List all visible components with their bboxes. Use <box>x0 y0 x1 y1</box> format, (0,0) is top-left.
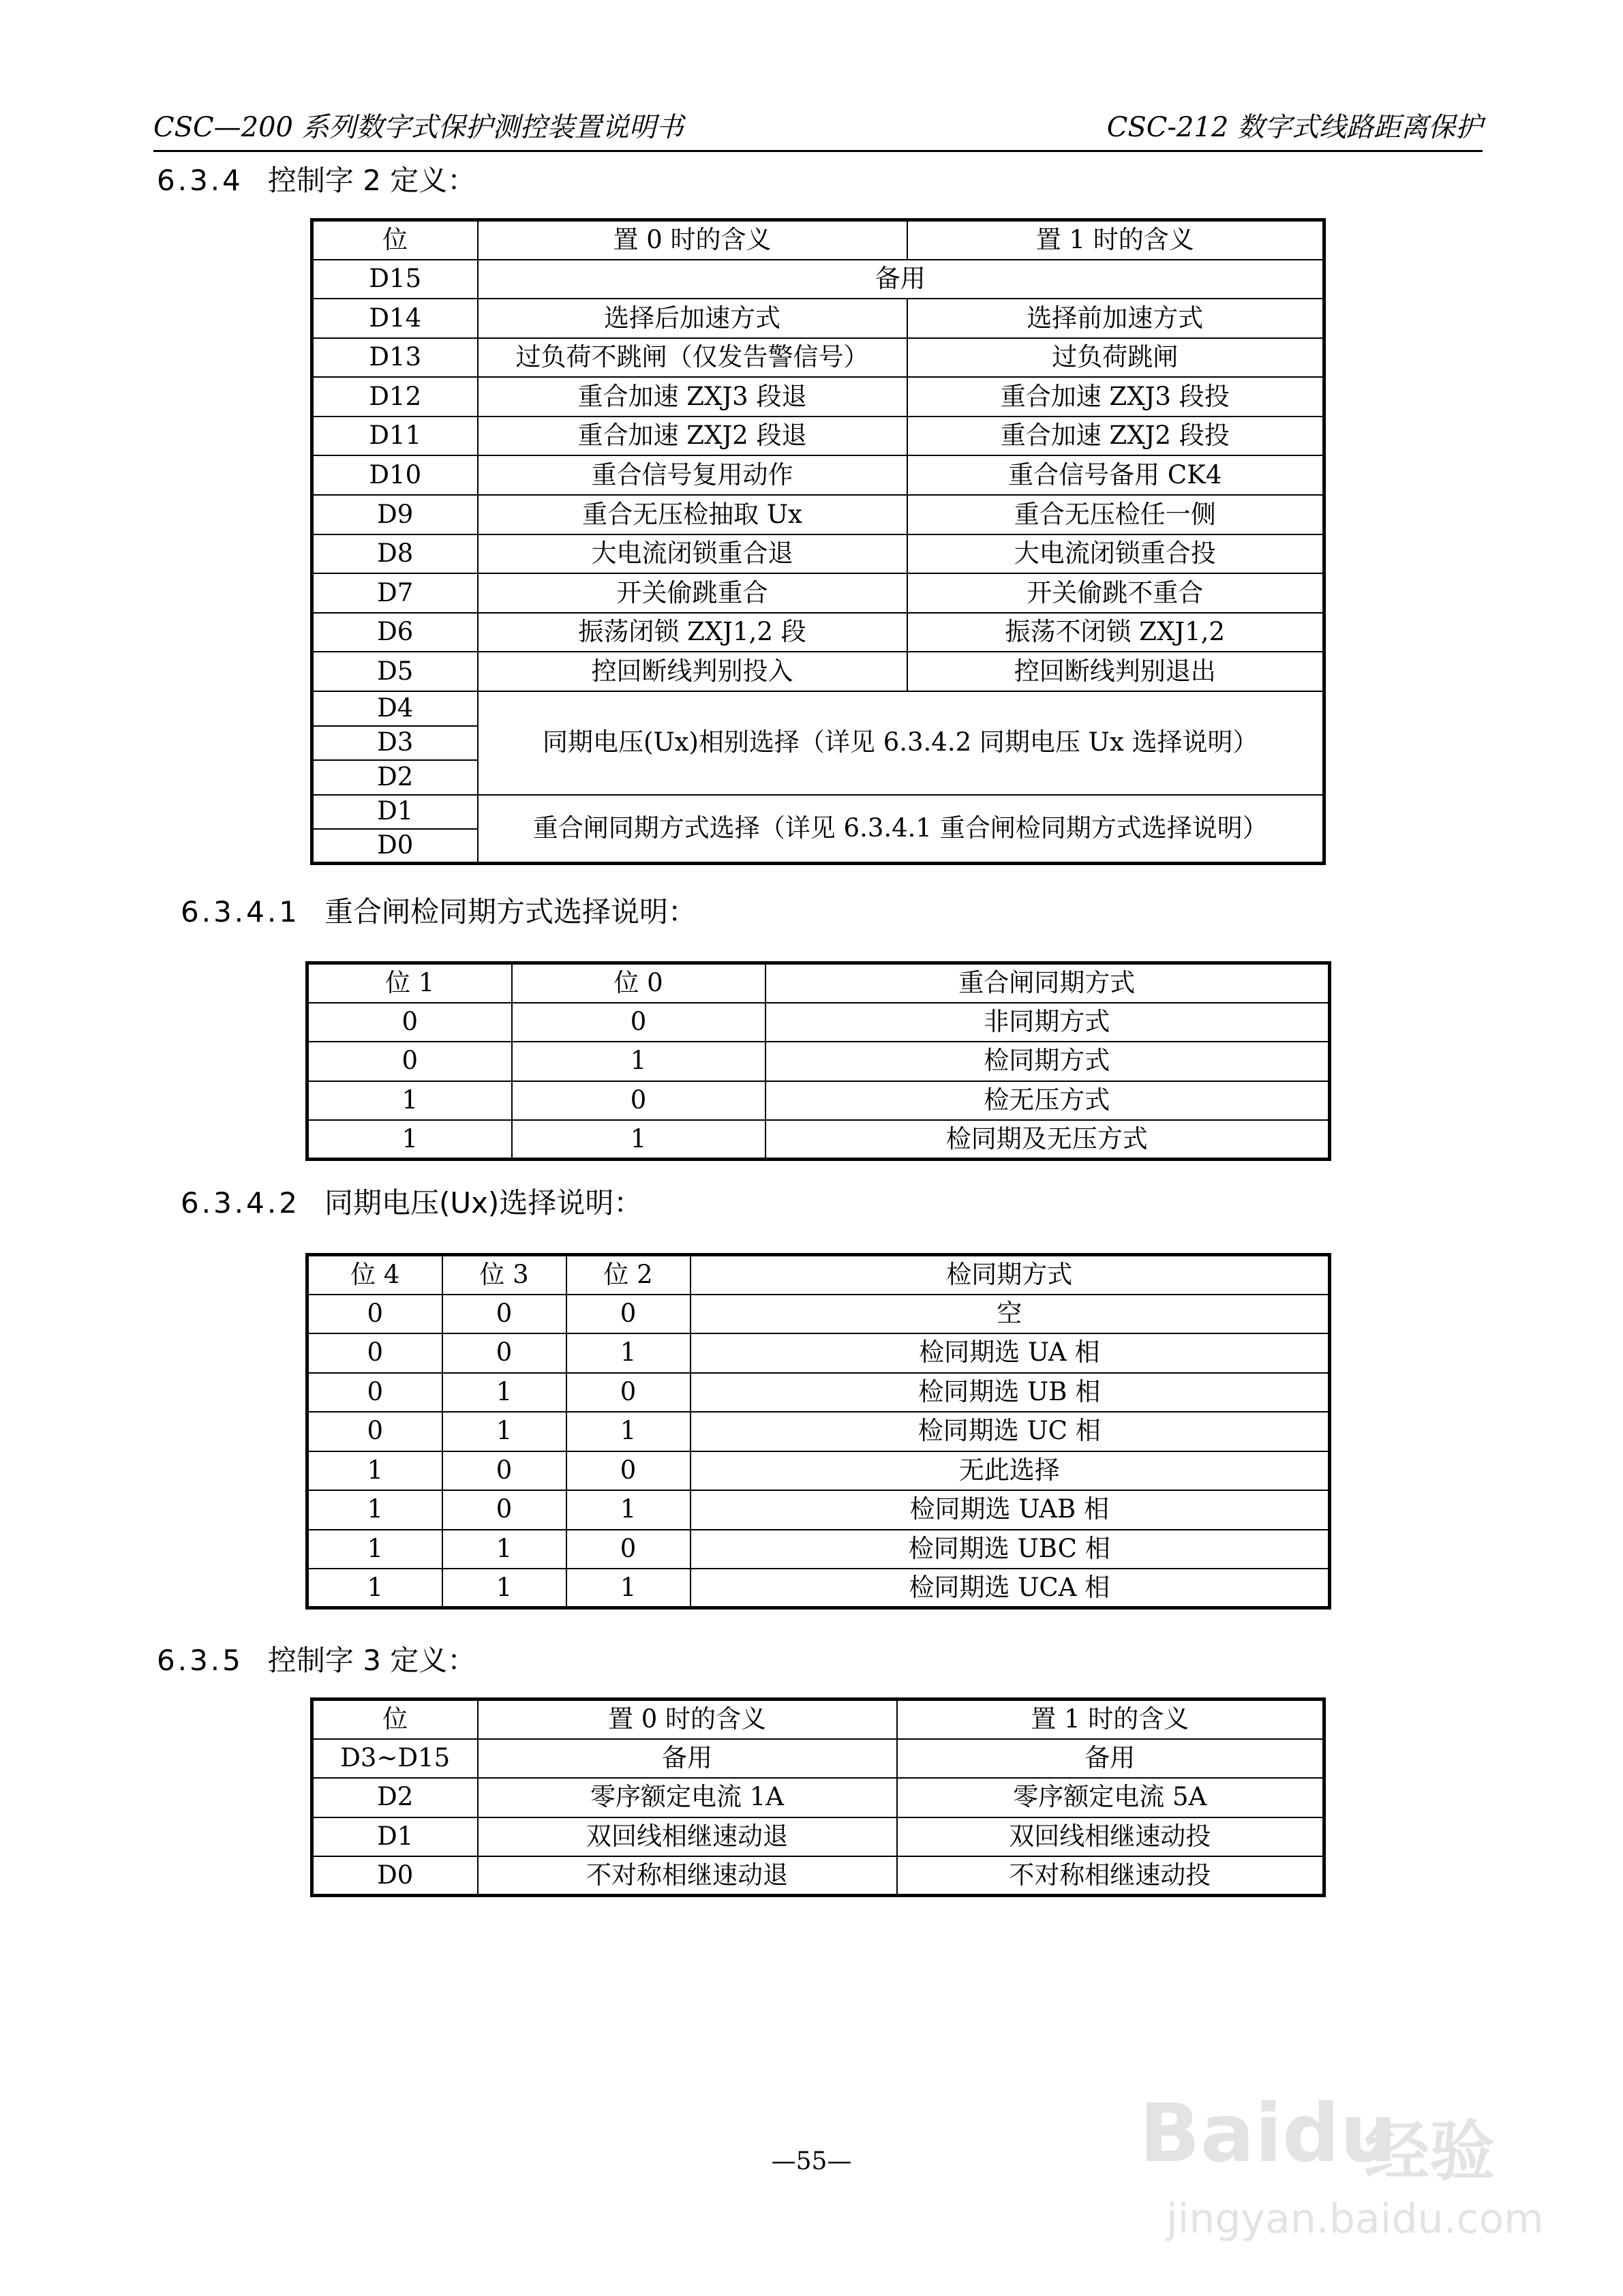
section-heading-6-3-4-2 <box>181 1181 642 1222</box>
bit-cell: D2 <box>312 760 478 795</box>
zero-meaning-cell: 过负荷不跳闸（仅发告警信号） <box>478 338 907 378</box>
column-header-check-sync-mode: 检同期方式 <box>691 1255 1330 1295</box>
table-cell: 检同期选 UCA 相 <box>691 1569 1330 1608</box>
column-header-bit0: 位 0 <box>512 963 765 1003</box>
table-row <box>307 1333 1330 1373</box>
table-cell: 1 <box>566 1412 691 1451</box>
table-cell: 0 <box>512 1003 765 1042</box>
column-header-sync-mode: 重合闸同期方式 <box>765 963 1330 1003</box>
table-row <box>307 1042 1330 1081</box>
zero-meaning-cell: 重合加速 ZXJ3 段退 <box>478 377 907 417</box>
table-cell: 1 <box>307 1530 442 1569</box>
zero-meaning-cell: 振荡闭锁 ZXJ1,2 段 <box>478 613 907 652</box>
table-row <box>312 377 1324 417</box>
section-title: 重合闸检同期方式选择说明： <box>324 895 697 928</box>
baidu-jingyan-watermark <box>1139 2086 1544 2250</box>
bit-cell: D7 <box>312 573 478 613</box>
table-row <box>307 1081 1330 1121</box>
table-cell: 1 <box>442 1373 566 1413</box>
table-cell: D0 <box>312 1856 478 1896</box>
page-number: —55— <box>771 2147 852 2175</box>
table-row <box>312 417 1324 456</box>
table-cell: 双回线相继速动退 <box>478 1817 897 1857</box>
merged-meaning-cell: 备用 <box>478 260 1324 299</box>
table-row <box>307 1530 1330 1569</box>
header-left-title: CSC—200 系列数字式保护测控装置说明书 <box>153 112 684 143</box>
table-cell: 检同期方式 <box>765 1042 1330 1081</box>
section-heading-6-3-4 <box>157 158 476 199</box>
control-word-3-table <box>310 1697 1326 1897</box>
table-cell: 1 <box>307 1081 512 1121</box>
table-cell: 0 <box>442 1451 566 1491</box>
table-cell: 1 <box>566 1569 691 1608</box>
one-meaning-cell: 大电流闭锁重合投 <box>907 534 1324 574</box>
column-header-bit4: 位 4 <box>307 1255 442 1295</box>
one-meaning-cell: 振荡不闭锁 ZXJ1,2 <box>907 613 1324 652</box>
bit-cell: D3 <box>312 726 478 761</box>
section-title: 控制字 2 定义： <box>267 164 476 197</box>
bit-cell: D15 <box>312 260 478 299</box>
table-cell: 0 <box>566 1451 691 1491</box>
table-cell: 0 <box>512 1081 765 1121</box>
column-header-zero: 置 0 时的含义 <box>478 220 907 260</box>
zero-meaning-cell: 开关偷跳重合 <box>478 573 907 613</box>
column-header-bit1: 位 1 <box>307 963 512 1003</box>
table-row <box>312 1817 1324 1857</box>
table-cell: 0 <box>566 1295 691 1334</box>
watermark-logo-sub: 经验 <box>1364 2113 1495 2190</box>
table-cell: D1 <box>312 1817 478 1857</box>
table-cell: 备用 <box>478 1739 897 1779</box>
table-cell: 0 <box>307 1042 512 1081</box>
table-cell: 零序额定电流 5A <box>897 1778 1324 1817</box>
table-row <box>307 1569 1330 1608</box>
table-cell: 1 <box>442 1530 566 1569</box>
bit-cell: D8 <box>312 534 478 574</box>
table-cell: 0 <box>442 1295 566 1334</box>
one-meaning-cell: 重合信号备用 CK4 <box>907 455 1324 495</box>
table-cell: 零序额定电流 1A <box>478 1778 897 1817</box>
table-cell: 检同期选 UAB 相 <box>691 1490 1330 1530</box>
table-row <box>312 573 1324 613</box>
section-heading-6-3-4-1 <box>181 890 697 931</box>
table-cell: 0 <box>566 1530 691 1569</box>
zero-meaning-cell: 重合无压检抽取 Ux <box>478 495 907 534</box>
table-row <box>312 1778 1324 1817</box>
table-row <box>312 495 1324 534</box>
table-row <box>307 1490 1330 1530</box>
watermark-url: jingyan.baidu.com <box>1166 2195 1544 2243</box>
reclose-sync-mode-table <box>305 961 1331 1161</box>
one-meaning-cell: 重合加速 ZXJ3 段投 <box>907 377 1324 417</box>
table-cell: 空 <box>691 1295 1330 1334</box>
section-title: 同期电压(Ux)选择说明： <box>324 1186 643 1220</box>
table-cell: 0 <box>307 1003 512 1042</box>
table-row <box>312 455 1324 495</box>
table-row <box>312 691 1324 726</box>
table-row <box>312 1856 1324 1896</box>
table-row <box>307 1295 1330 1334</box>
table-row <box>307 1451 1330 1491</box>
bit-cell: D10 <box>312 455 478 495</box>
table-row <box>307 1373 1330 1413</box>
column-header-bit2: 位 2 <box>566 1255 691 1295</box>
table-row <box>312 795 1324 830</box>
bit-cell: D6 <box>312 613 478 652</box>
merged-group-cell: 同期电压(Ux)相别选择（详见 6.3.4.2 同期电压 Ux 选择说明） <box>478 691 1324 795</box>
one-meaning-cell: 开关偷跳不重合 <box>907 573 1324 613</box>
section-number: 6.3.4 <box>157 164 243 197</box>
table-cell: 1 <box>307 1490 442 1530</box>
table-cell: 1 <box>442 1569 566 1608</box>
section-number: 6.3.4.1 <box>181 895 300 928</box>
table-cell: 1 <box>512 1120 765 1160</box>
table-row <box>307 1412 1330 1451</box>
column-header-zero: 置 0 时的含义 <box>478 1700 897 1739</box>
bit-cell: D0 <box>312 829 478 864</box>
one-meaning-cell: 重合无压检任一侧 <box>907 495 1324 534</box>
bit-cell: D4 <box>312 691 478 726</box>
bit-cell: D1 <box>312 795 478 830</box>
table-cell: 不对称相继速动投 <box>897 1856 1324 1896</box>
control-word-2-table <box>310 218 1326 865</box>
zero-meaning-cell: 大电流闭锁重合退 <box>478 534 907 574</box>
table-row <box>312 299 1324 338</box>
table-row <box>312 652 1324 691</box>
table-row <box>312 1739 1324 1779</box>
bit-cell: D11 <box>312 417 478 456</box>
column-header-bit: 位 <box>312 1700 478 1739</box>
sync-voltage-table <box>305 1253 1331 1610</box>
table-cell: 1 <box>566 1490 691 1530</box>
column-header-bit: 位 <box>312 220 478 260</box>
table-cell: 无此选择 <box>691 1451 1330 1491</box>
section-number: 6.3.4.2 <box>181 1186 300 1220</box>
table-cell: 检无压方式 <box>765 1081 1330 1121</box>
zero-meaning-cell: 控回断线判别投入 <box>478 652 907 691</box>
table-cell: 不对称相继速动退 <box>478 1856 897 1896</box>
header-right-title: CSC-212 数字式线路距离保护 <box>1106 112 1483 143</box>
table-cell: 1 <box>566 1333 691 1373</box>
column-header-one: 置 1 时的含义 <box>897 1700 1324 1739</box>
zero-meaning-cell: 选择后加速方式 <box>478 299 907 338</box>
bit-cell: D12 <box>312 377 478 417</box>
column-header-one: 置 1 时的含义 <box>907 220 1324 260</box>
one-meaning-cell: 控回断线判别退出 <box>907 652 1324 691</box>
table-cell: 检同期选 UA 相 <box>691 1333 1330 1373</box>
table-cell: 0 <box>442 1333 566 1373</box>
table-cell: D3~D15 <box>312 1739 478 1779</box>
section-number: 6.3.5 <box>157 1644 243 1677</box>
table-row <box>312 338 1324 378</box>
bit-cell: D9 <box>312 495 478 534</box>
table-cell: 0 <box>566 1373 691 1413</box>
one-meaning-cell: 选择前加速方式 <box>907 299 1324 338</box>
section-title: 控制字 3 定义： <box>267 1644 476 1677</box>
table-cell: 检同期选 UB 相 <box>691 1373 1330 1413</box>
one-meaning-cell: 重合加速 ZXJ2 段投 <box>907 417 1324 456</box>
table-cell: 0 <box>442 1490 566 1530</box>
table-row <box>307 1120 1330 1160</box>
bit-cell: D13 <box>312 338 478 378</box>
table-cell: 1 <box>442 1412 566 1451</box>
table-cell: 1 <box>512 1042 765 1081</box>
table-cell: D2 <box>312 1778 478 1817</box>
table-cell: 0 <box>307 1412 442 1451</box>
section-heading-6-3-5 <box>157 1638 476 1679</box>
bit-cell: D5 <box>312 652 478 691</box>
table-cell: 双回线相继速动投 <box>897 1817 1324 1857</box>
zero-meaning-cell: 重合加速 ZXJ2 段退 <box>478 417 907 456</box>
table-row <box>312 260 1324 299</box>
one-meaning-cell: 过负荷跳闸 <box>907 338 1324 378</box>
table-cell: 检同期及无压方式 <box>765 1120 1330 1160</box>
table-cell: 检同期选 UC 相 <box>691 1412 1330 1451</box>
zero-meaning-cell: 重合信号复用动作 <box>478 455 907 495</box>
table-cell: 0 <box>307 1333 442 1373</box>
table-cell: 1 <box>307 1120 512 1160</box>
watermark-logo: Baidu <box>1139 2086 1397 2180</box>
table-row <box>312 613 1324 652</box>
table-cell: 非同期方式 <box>765 1003 1330 1042</box>
table-cell: 0 <box>307 1295 442 1334</box>
bit-cell: D14 <box>312 299 478 338</box>
table-cell: 备用 <box>897 1739 1324 1779</box>
table-row <box>307 1003 1330 1042</box>
column-header-bit3: 位 3 <box>442 1255 566 1295</box>
merged-group-cell: 重合闸同期方式选择（详见 6.3.4.1 重合闸检同期方式选择说明） <box>478 795 1324 864</box>
table-cell: 0 <box>307 1373 442 1413</box>
table-cell: 检同期选 UBC 相 <box>691 1530 1330 1569</box>
table-cell: 1 <box>307 1451 442 1491</box>
table-cell: 1 <box>307 1569 442 1608</box>
table-row <box>312 534 1324 574</box>
page-header <box>153 102 1483 152</box>
